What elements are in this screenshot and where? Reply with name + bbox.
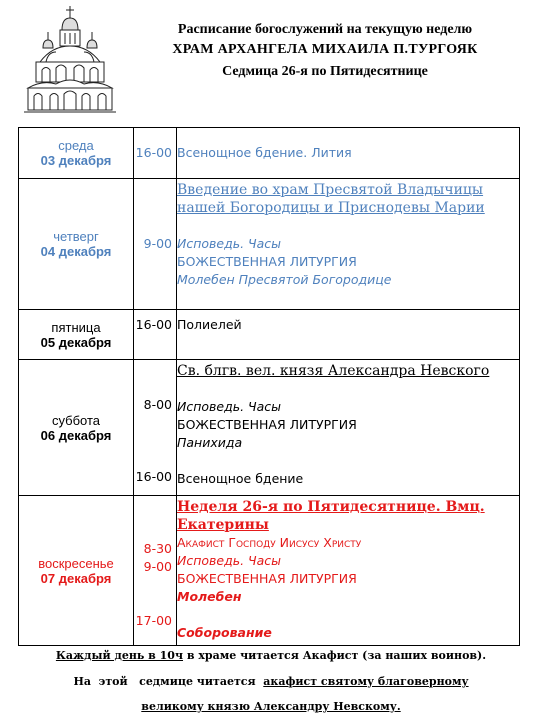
footer-line-week bbox=[0, 675, 542, 688]
day-cell bbox=[19, 496, 134, 646]
time-cell bbox=[134, 179, 177, 310]
service-time: 8-30 bbox=[143, 541, 172, 556]
weekday-label: пятница bbox=[51, 319, 101, 335]
service-text: Полиелей bbox=[177, 317, 242, 332]
spacer bbox=[134, 450, 176, 468]
schedule-row-thursday bbox=[19, 179, 520, 310]
service-text: Всенощное бдение. Лития bbox=[177, 145, 352, 160]
service-time: 9-00 bbox=[143, 236, 172, 251]
spacer bbox=[134, 594, 176, 612]
footer-akathist-text: великому князю Александру Невскому. bbox=[141, 700, 401, 713]
service-text: Исповедь. Часы bbox=[177, 553, 282, 568]
service-cell bbox=[177, 496, 520, 646]
week-title: Седмица 26-я по Пятидесятнице bbox=[222, 64, 428, 79]
footer-daily-text: в храме читается Акафист (за наших воинов). bbox=[183, 649, 487, 662]
feast-title: Св. блгв. вел. князя Александра Невского bbox=[177, 363, 490, 379]
schedule-table bbox=[18, 127, 520, 646]
time-cell bbox=[134, 496, 177, 646]
spacer bbox=[177, 217, 519, 235]
weekday-label: среда bbox=[58, 138, 94, 153]
footer-line-akathist bbox=[0, 700, 542, 713]
service-text: Панихида bbox=[177, 435, 243, 450]
day-cell bbox=[19, 179, 134, 310]
time-cell bbox=[134, 360, 177, 496]
header-title: Расписание богослужений на текущую неделю bbox=[177, 22, 473, 37]
footer-daily-time: Каждый день в 10ч bbox=[55, 649, 184, 662]
service-cell bbox=[177, 310, 520, 360]
service-text: БОЖЕСТВЕННАЯ ЛИТУРГИЯ bbox=[177, 417, 357, 432]
schedule-row-sunday bbox=[19, 496, 520, 646]
schedule-row-saturday bbox=[19, 360, 520, 496]
church-illustration bbox=[22, 4, 118, 116]
date-label: 06 декабря bbox=[40, 427, 112, 443]
service-text: Молебен Пресвятой Богородице bbox=[177, 272, 392, 287]
day-cell bbox=[19, 360, 134, 496]
service-text: Всенощное бдение bbox=[177, 471, 304, 486]
service-cell bbox=[177, 179, 520, 310]
service-time: 17-00 bbox=[135, 613, 172, 628]
service-time: 8-00 bbox=[143, 397, 172, 412]
service-cell bbox=[177, 360, 520, 496]
service-time: 16-00 bbox=[135, 317, 172, 332]
feast-title: Неделя 26-я по Пятидесятнице. Вмц. bbox=[177, 499, 485, 515]
footer-akathist-text: акафист святому благоверному bbox=[263, 675, 469, 688]
footer-week-text: На этой седмице читается bbox=[73, 675, 264, 688]
service-text: БОЖЕСТВЕННАЯ ЛИТУРГИЯ bbox=[177, 571, 357, 586]
schedule-row-wednesday bbox=[19, 128, 520, 179]
service-time: 16-00 bbox=[135, 469, 172, 484]
spacer bbox=[134, 576, 176, 594]
weekday-label: воскресенье bbox=[38, 555, 114, 571]
spacer bbox=[134, 414, 176, 432]
date-label: 03 декабря bbox=[40, 153, 112, 168]
weekday-label: суббота bbox=[51, 412, 101, 428]
spacer bbox=[177, 380, 519, 398]
spacer bbox=[177, 452, 519, 470]
day-cell bbox=[19, 128, 134, 179]
church-name: ХРАМ АРХАНГЕЛА МИХАИЛА П.ТУРГОЯК bbox=[172, 42, 478, 57]
service-text: Соборование bbox=[177, 625, 272, 640]
footer-line-daily bbox=[0, 649, 542, 662]
feast-title: нашей Богородицы и Приснодевы Марии bbox=[177, 200, 485, 216]
time-cell bbox=[134, 128, 177, 179]
time-cell bbox=[134, 310, 177, 360]
service-text: Акафист Господу Иисусу Христу bbox=[177, 535, 362, 550]
spacer bbox=[134, 432, 176, 450]
date-label: 05 декабря bbox=[40, 334, 112, 350]
service-text: Исповедь. Часы bbox=[177, 399, 282, 414]
feast-title: Введение во храм Пресвятой Владычицы bbox=[177, 182, 484, 198]
date-label: 04 декабря bbox=[40, 244, 112, 259]
date-label: 07 декабря bbox=[40, 570, 112, 586]
service-text: Молебен bbox=[177, 589, 242, 604]
feast-title: Екатерины bbox=[177, 517, 269, 533]
service-cell bbox=[177, 128, 520, 179]
weekday-label: четверг bbox=[53, 229, 99, 244]
spacer bbox=[177, 606, 519, 624]
service-text: Исповедь. Часы bbox=[177, 236, 282, 251]
day-cell bbox=[19, 310, 134, 360]
service-time: 9-00 bbox=[143, 559, 172, 574]
service-text: БОЖЕСТВЕННАЯ ЛИТУРГИЯ bbox=[177, 254, 357, 269]
schedule-row-friday bbox=[19, 310, 520, 360]
service-time: 16-00 bbox=[135, 145, 172, 160]
